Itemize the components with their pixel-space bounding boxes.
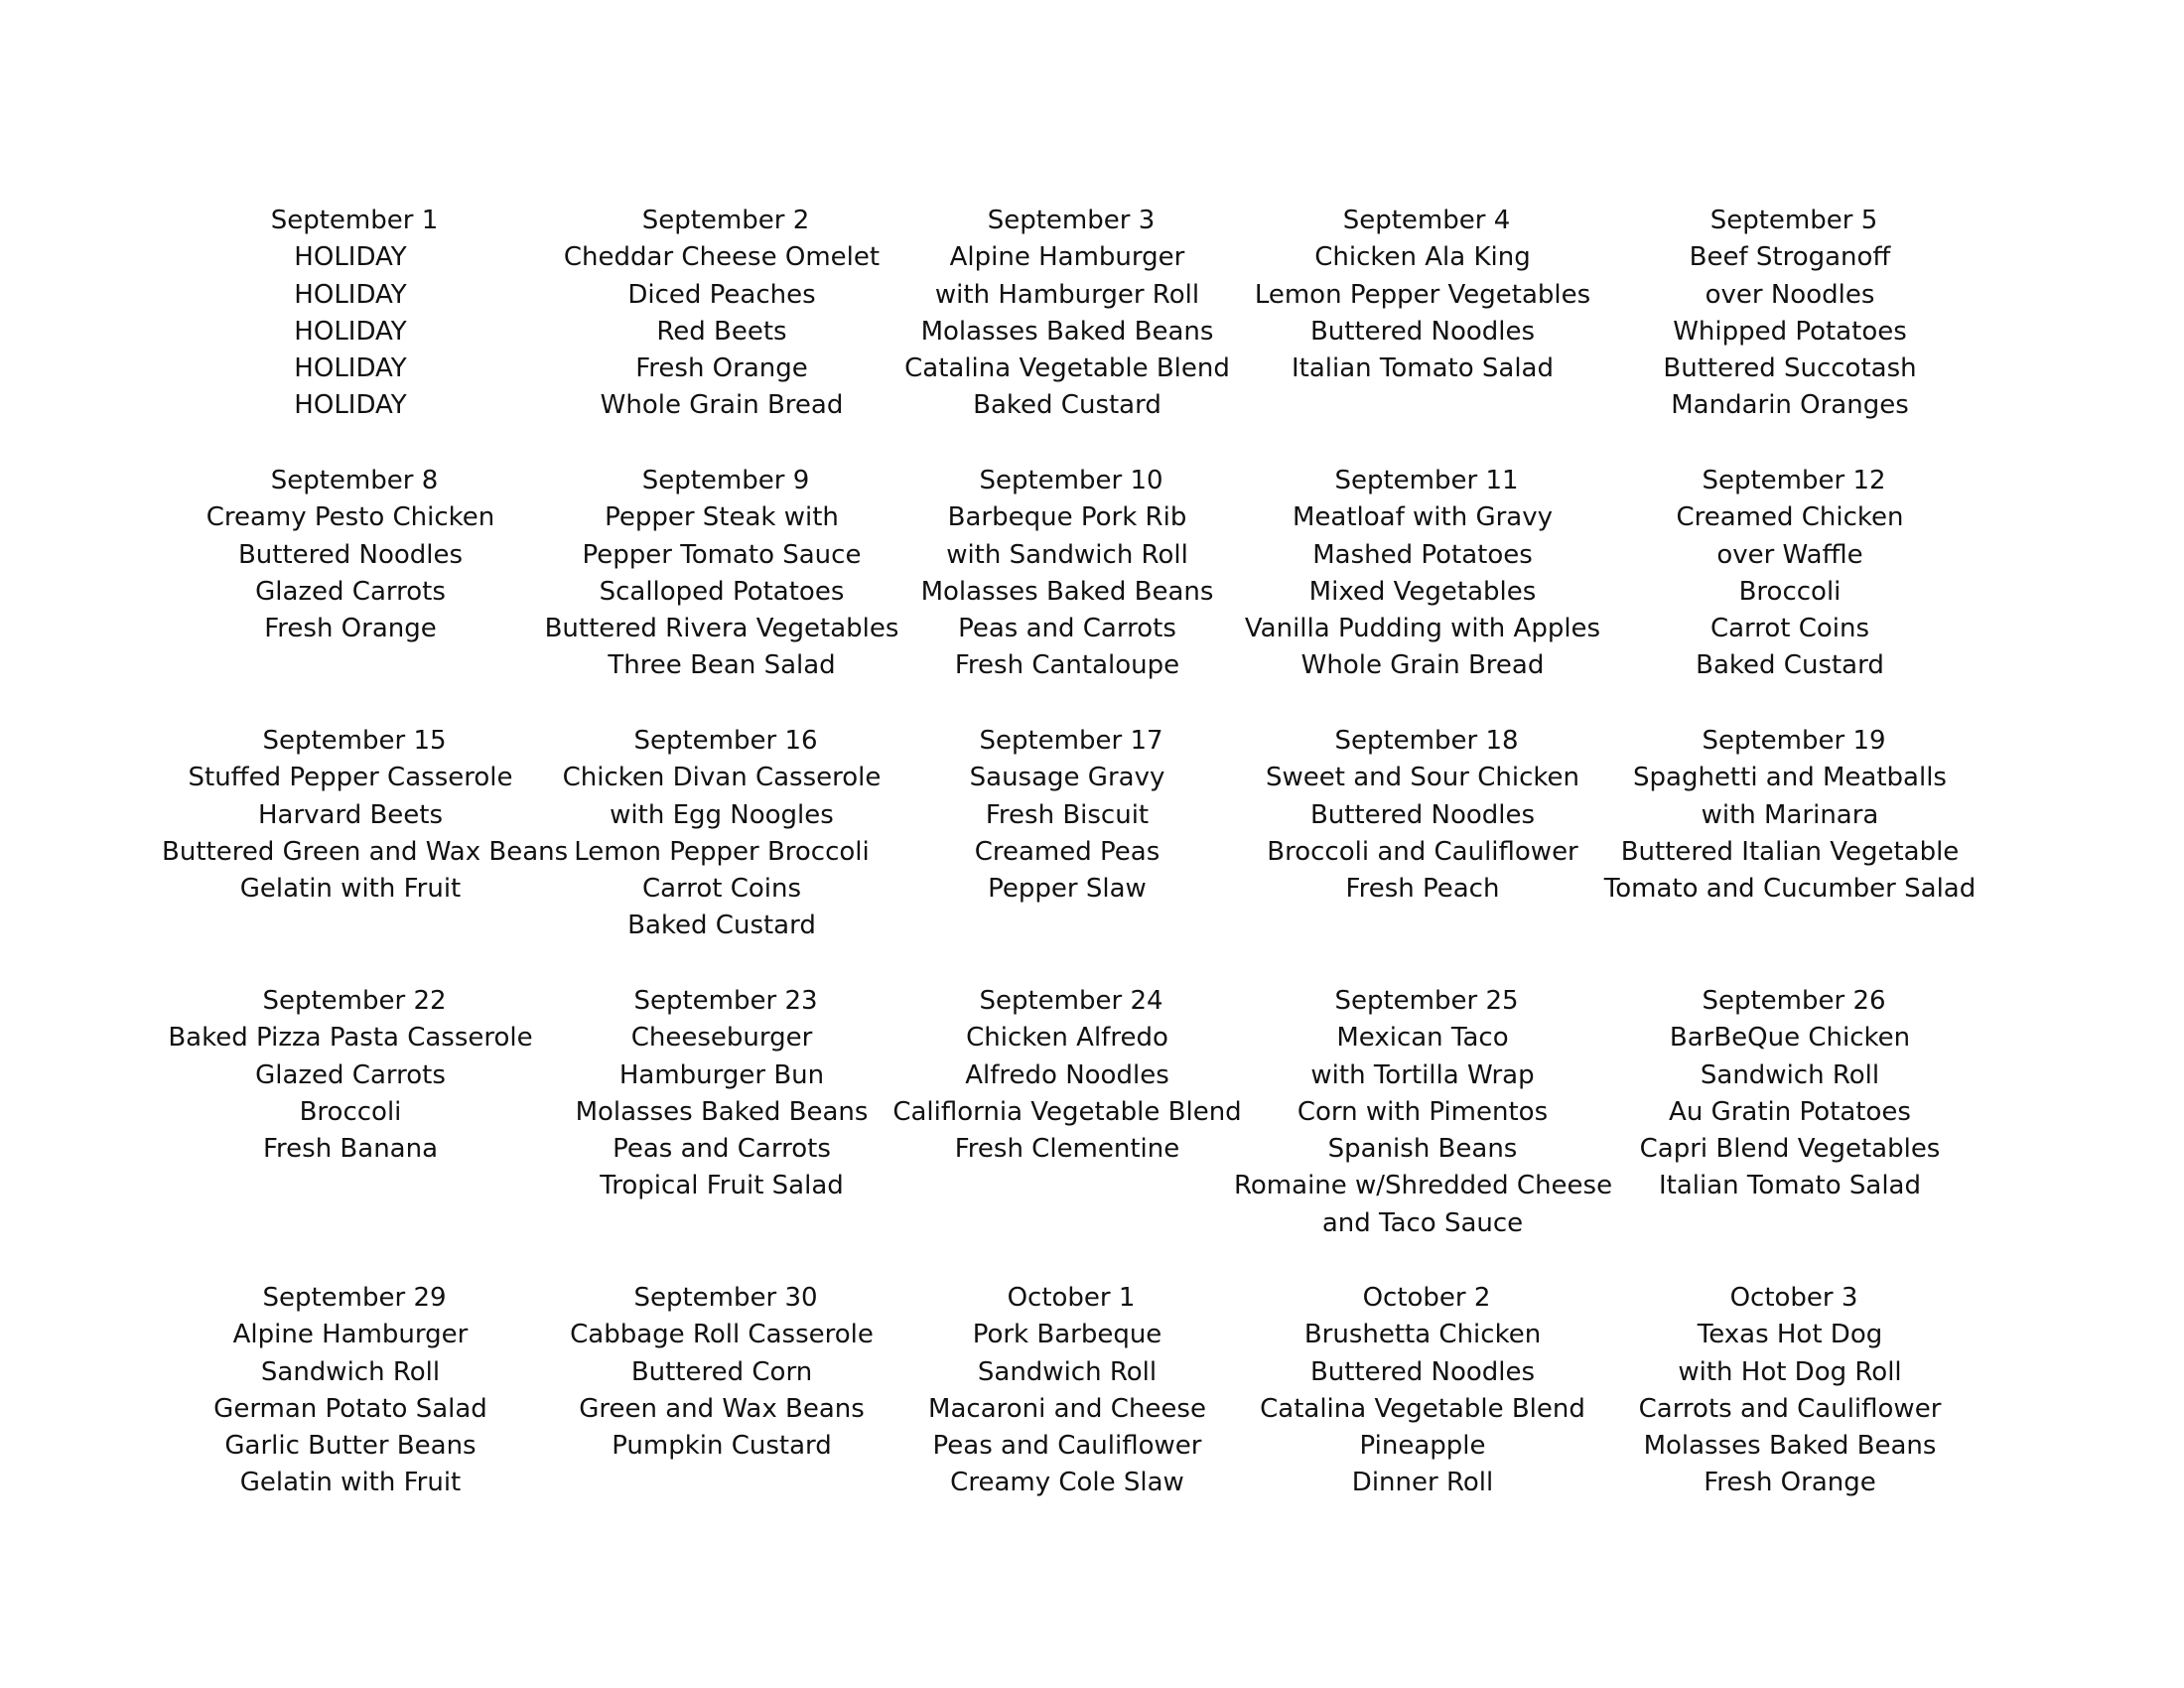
menu-item: HOLIDAY <box>294 390 407 421</box>
day-date: September 22 <box>262 986 447 1016</box>
menu-item: HOLIDAY <box>294 242 407 273</box>
menu-item: Baked Custard <box>627 911 816 941</box>
menu-item: Tropical Fruit Salad <box>600 1171 844 1201</box>
day-date: September 5 <box>1709 206 1878 235</box>
menu-item: Texas Hot Dog <box>1697 1320 1883 1350</box>
day-date: September 1 <box>270 206 439 235</box>
menu-item: Fresh Banana <box>262 1134 439 1165</box>
menu-item: Pepper Steak with <box>605 502 839 533</box>
day-date: September 19 <box>1702 726 1886 756</box>
menu-item: Broccoli <box>1738 576 1842 607</box>
menu-item: Vanilla Pudding with Apples <box>1244 614 1601 644</box>
day-cell <box>162 463 539 647</box>
day-date: September 10 <box>979 466 1163 495</box>
menu-item: Fresh Cantaloupe <box>954 650 1180 681</box>
menu-item: Peas and Cauliflower <box>932 1431 1202 1462</box>
menu-item: Sandwich Roll <box>1700 1059 1880 1090</box>
day-cell <box>1601 203 1979 425</box>
menu-item: HOLIDAY <box>294 353 407 384</box>
menu-item: Diced Peaches <box>627 279 816 310</box>
day-date: September 3 <box>987 206 1156 235</box>
menu-item: BarBeQue Chicken <box>1669 1023 1911 1054</box>
menu-item: HOLIDAY <box>294 316 407 347</box>
menu-item: Glazed Carrots <box>255 1059 446 1090</box>
day-date: September 15 <box>262 726 447 756</box>
menu-item: Alfredo Noodles <box>965 1059 1169 1090</box>
menu-item: Glazed Carrots <box>255 576 446 607</box>
menu-item: Garlic Butter Beans <box>224 1431 477 1462</box>
day-date: September 2 <box>641 206 810 235</box>
day-cell <box>533 463 910 685</box>
menu-item: Carrot Coins <box>641 874 802 905</box>
menu-item: with Hot Dog Roll <box>1678 1356 1902 1387</box>
day-date: September 24 <box>979 986 1163 1016</box>
menu-item: Molasses Baked Beans <box>575 1096 869 1127</box>
menu-item: Spanish Beans <box>1327 1134 1518 1165</box>
day-date: September 11 <box>1334 466 1519 495</box>
menu-item: Cheddar Cheese Omelet <box>563 242 881 273</box>
menu-item: Chicken Ala King <box>1314 242 1531 273</box>
menu-item: over Noodles <box>1705 279 1875 310</box>
day-cell <box>533 203 910 425</box>
day-date: September 12 <box>1702 466 1886 495</box>
day-cell <box>1234 463 1611 685</box>
menu-item: Mexican Taco <box>1336 1023 1509 1054</box>
menu-item: Lemon Pepper Vegetables <box>1254 279 1591 310</box>
menu-item: Au Gratin Potatoes <box>1669 1096 1911 1127</box>
menu-item: Fresh Orange <box>1704 1468 1876 1498</box>
menu-item: with Hamburger Roll <box>934 279 1200 310</box>
menu-item: Red Beets <box>656 316 787 347</box>
day-date: September 17 <box>979 726 1163 756</box>
menu-item: Broccoli and Cauliflower <box>1267 836 1578 867</box>
day-date: October 3 <box>1729 1283 1858 1313</box>
menu-item: Creamed Peas <box>974 836 1160 867</box>
menu-item: with Marinara <box>1701 799 1879 830</box>
menu-item: Buttered Rivera Vegetables <box>544 614 899 644</box>
menu-item: Italian Tomato Salad <box>1658 1171 1921 1201</box>
day-cell <box>533 723 910 945</box>
menu-item: Gelatin with Fruit <box>239 874 462 905</box>
menu-item: with Tortilla Wrap <box>1310 1059 1535 1090</box>
menu-item: German Potato Salad <box>213 1393 487 1424</box>
menu-item: Peas and Carrots <box>958 614 1176 644</box>
menu-item: Peas and Carrots <box>613 1134 831 1165</box>
menu-item: Spaghetti and Meatballs <box>1633 763 1947 793</box>
day-date: September 16 <box>633 726 818 756</box>
day-cell <box>1234 983 1611 1242</box>
menu-item: Molasses Baked Beans <box>920 576 1214 607</box>
menu-item: Buttered Noodles <box>1309 316 1536 347</box>
day-date: September 26 <box>1702 986 1886 1016</box>
day-cell <box>1601 1280 1979 1502</box>
day-cell <box>1601 723 1979 908</box>
menu-item: with Egg Noogles <box>610 799 834 830</box>
day-cell <box>1234 1280 1611 1502</box>
menu-item: Fresh Peach <box>1345 874 1500 905</box>
day-date: September 4 <box>1342 206 1511 235</box>
menu-item: Buttered Noodles <box>1309 1356 1536 1387</box>
menu-item: Buttered Corn <box>630 1356 813 1387</box>
menu-item: Dinner Roll <box>1351 1468 1494 1498</box>
day-date: September 30 <box>633 1283 818 1313</box>
menu-item: Harvard Beets <box>257 799 444 830</box>
menu-item: Molasses Baked Beans <box>920 316 1214 347</box>
day-cell <box>879 203 1256 425</box>
day-cell <box>162 1280 539 1502</box>
menu-item: Pumpkin Custard <box>612 1431 832 1462</box>
menu-item: Buttered Noodles <box>1309 799 1536 830</box>
day-date: October 2 <box>1362 1283 1491 1313</box>
menu-item: Meatloaf with Gravy <box>1292 502 1553 533</box>
day-date: September 23 <box>633 986 818 1016</box>
day-cell <box>879 463 1256 685</box>
menu-item: Molasses Baked Beans <box>1643 1431 1937 1462</box>
day-date: September 25 <box>1334 986 1519 1016</box>
day-cell <box>1234 723 1611 908</box>
menu-item: Baked Pizza Pasta Casserole <box>168 1023 533 1054</box>
menu-item: Scalloped Potatoes <box>599 576 845 607</box>
day-date: October 1 <box>1007 1283 1136 1313</box>
menu-item: Capri Blend Vegetables <box>1639 1134 1941 1165</box>
menu-item: Whipped Potatoes <box>1673 316 1907 347</box>
menu-item: Lemon Pepper Broccoli <box>574 836 870 867</box>
menu-item: Barbeque Pork Rib <box>947 502 1187 533</box>
menu-item: Cabbage Roll Casserole <box>570 1320 874 1350</box>
day-cell <box>1601 463 1979 685</box>
menu-item: Hamburger Bun <box>618 1059 825 1090</box>
menu-item: Buttered Italian Vegetable <box>1620 836 1960 867</box>
menu-item: and Taco Sauce <box>1321 1207 1524 1238</box>
menu-item: Mixed Vegetables <box>1308 576 1537 607</box>
menu-item: with Sandwich Roll <box>946 539 1188 570</box>
menu-item: Green and Wax Beans <box>579 1393 865 1424</box>
menu-item: Gelatin with Fruit <box>239 1468 462 1498</box>
menu-item: Baked Custard <box>1696 650 1884 681</box>
menu-item: Chicken Alfredo <box>966 1023 1168 1054</box>
menu-item: Alpine Hamburger <box>232 1320 469 1350</box>
day-cell <box>533 1280 910 1465</box>
menu-item: Pepper Tomato Sauce <box>582 539 862 570</box>
day-cell <box>162 203 539 425</box>
menu-item: Mashed Potatoes <box>1312 539 1533 570</box>
menu-item: Buttered Green and Wax Beans <box>162 836 569 867</box>
day-date: September 9 <box>641 466 810 495</box>
menu-item: Fresh Biscuit <box>985 799 1150 830</box>
menu-item: Buttered Succotash <box>1663 353 1917 384</box>
menu-item: Catalina Vegetable Blend <box>904 353 1230 384</box>
menu-item: Cheeseburger <box>630 1023 813 1054</box>
menu-item: Alpine Hamburger <box>949 242 1185 273</box>
menu-item: Pineapple <box>1359 1431 1486 1462</box>
menu-item: Brushetta Chicken <box>1303 1320 1542 1350</box>
day-cell <box>879 1280 1256 1502</box>
menu-item: Sausage Gravy <box>969 763 1165 793</box>
menu-item: Califlornia Vegetable Blend <box>892 1096 1242 1127</box>
menu-item: Beef Stroganoff <box>1689 242 1891 273</box>
menu-item: Creamed Chicken <box>1676 502 1904 533</box>
menu-item: Sandwich Roll <box>977 1356 1158 1387</box>
menu-item: Whole Grain Bread <box>1300 650 1545 681</box>
menu-item: Carrots and Cauliflower <box>1638 1393 1942 1424</box>
menu-item: Buttered Noodles <box>237 539 464 570</box>
menu-item: Three Bean Salad <box>608 650 836 681</box>
day-cell <box>879 723 1256 908</box>
menu-item: Sweet and Sour Chicken <box>1266 763 1579 793</box>
menu-item: Broccoli <box>299 1096 402 1127</box>
menu-item: Creamy Pesto Chicken <box>205 502 495 533</box>
menu-item: Catalina Vegetable Blend <box>1260 1393 1585 1424</box>
menu-item: Italian Tomato Salad <box>1291 353 1554 384</box>
menu-item: Pepper Slaw <box>988 874 1147 905</box>
menu-item: Pork Barbeque <box>972 1320 1162 1350</box>
menu-item: Fresh Orange <box>264 614 437 644</box>
day-date: September 18 <box>1334 726 1519 756</box>
menu-item: Fresh Orange <box>635 353 808 384</box>
day-date: September 29 <box>262 1283 447 1313</box>
day-cell <box>879 983 1256 1168</box>
menu-item: Mandarin Oranges <box>1671 390 1909 421</box>
menu-item: Chicken Divan Casserole <box>562 763 882 793</box>
menu-item: Whole Grain Bread <box>600 390 844 421</box>
menu-item: Carrot Coins <box>1709 614 1870 644</box>
menu-item: Baked Custard <box>973 390 1161 421</box>
menu-item: Stuffed Pepper Casserole <box>188 763 513 793</box>
day-date: September 8 <box>270 466 439 495</box>
menu-item: Sandwich Roll <box>260 1356 441 1387</box>
day-cell <box>162 723 569 908</box>
menu-item: Creamy Cole Slaw <box>950 1468 1184 1498</box>
day-cell <box>1601 983 1979 1205</box>
menu-item: HOLIDAY <box>294 279 407 310</box>
menu-item: Corn with Pimentos <box>1297 1096 1549 1127</box>
menu-item: Fresh Clementine <box>954 1134 1180 1165</box>
menu-item: Macaroni and Cheese <box>928 1393 1206 1424</box>
menu-item: over Waffle <box>1716 539 1863 570</box>
menu-item: Romaine w/Shredded Cheese <box>1234 1171 1613 1201</box>
day-cell <box>162 983 539 1168</box>
day-cell <box>1234 203 1611 387</box>
day-cell <box>533 983 910 1205</box>
menu-item: Tomato and Cucumber Salad <box>1603 874 1977 905</box>
